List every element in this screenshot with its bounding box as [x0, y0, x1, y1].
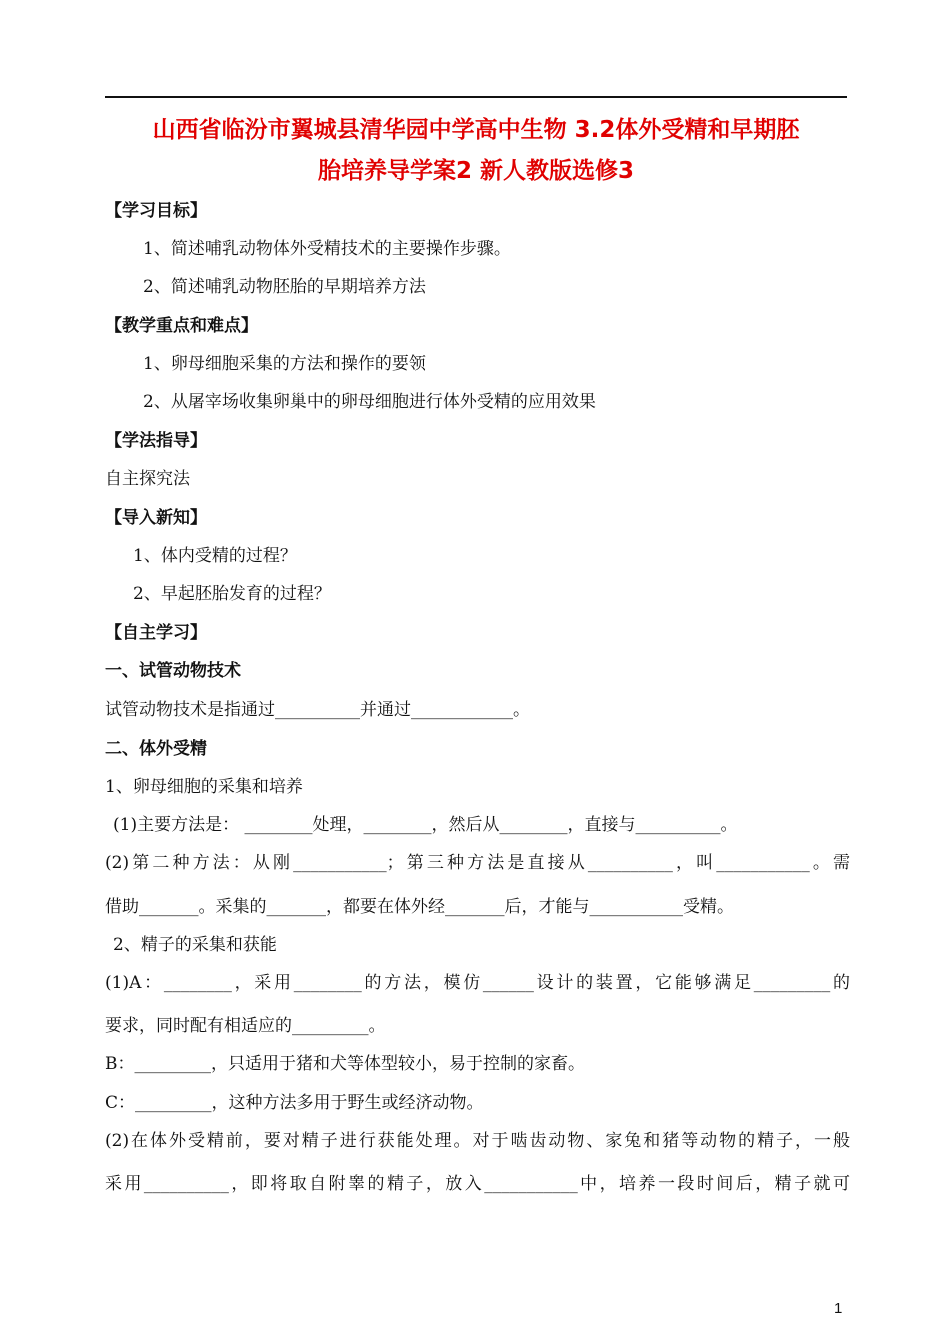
sperm-line-2: 要求，同时配有相适应的_________。	[105, 1016, 386, 1036]
goal-item-2: 2、简述哺乳动物胚胎的早期培养方法	[143, 277, 426, 297]
intro-item-2: 2、早起胚胎发育的过程？	[133, 584, 331, 604]
method-heading: 【学法指导】	[105, 431, 207, 451]
section-1-title: 一、试管动物技术	[105, 661, 241, 681]
sperm-line-6: 采用__________，即将取自附睾的精子，放入___________中，培养一段时间后，精子就可	[105, 1174, 850, 1194]
key-point-item-2: 2、从屠宰场收集卵巢中的卵母细胞进行体外受精的应用效果	[143, 392, 596, 412]
document-title-line1: 山西省临汾市翼城县清华园中学高中生物 3.2体外受精和早期胚	[152, 117, 800, 143]
sperm-line-1: (1)A：________，采用________的方法，模仿______设计的装置，它能够满足_________的	[105, 973, 850, 993]
page-number: 1	[834, 1300, 843, 1317]
section-1-text: 试管动物技术是指通过__________并通过____________。	[105, 700, 530, 720]
self-study-heading: 【自主学习】	[105, 623, 207, 643]
key-point-item-1: 1、卵母细胞采集的方法和操作的要领	[143, 354, 426, 374]
header-rule	[105, 96, 847, 98]
subsection-2-title: 2、精子的采集和获能	[113, 935, 277, 955]
sperm-line-5: (2)在体外受精前，要对精子进行获能处理。对于啮齿动物、家兔和猪等动物的精子，一般	[105, 1131, 850, 1151]
subsection-1-title: 1、卵母细胞的采集和培养	[105, 777, 303, 797]
method-text: 自主探究法	[105, 469, 190, 489]
collection-line-1: (1)主要方法是： ________处理，________，然后从________，直接与__________。	[113, 815, 738, 835]
key-points-heading: 【教学重点和难点】	[105, 316, 258, 336]
intro-heading: 【导入新知】	[105, 508, 207, 528]
collection-line-2: (2)第二种方法：从刚___________；第三种方法是直接从__________，叫___________。需	[105, 853, 850, 873]
section-2-title: 二、体外受精	[105, 739, 207, 759]
goal-item-1: 1、简述哺乳动物体外受精技术的主要操作步骤。	[143, 239, 511, 259]
document-title-line2: 胎培养导学案2 新人教版选修3	[317, 158, 634, 184]
intro-item-1: 1、体内受精的过程？	[133, 546, 297, 566]
sperm-line-4: C：_________，这种方法多用于野生或经济动物。	[105, 1093, 484, 1113]
sperm-line-3: B：_________，只适用于猪和犬等体型较小，易于控制的家畜。	[105, 1054, 585, 1074]
goals-heading: 【学习目标】	[105, 201, 207, 221]
collection-line-3: 借助_______。采集的_______，都要在体外经_______后，才能与___________受精。	[105, 897, 734, 917]
